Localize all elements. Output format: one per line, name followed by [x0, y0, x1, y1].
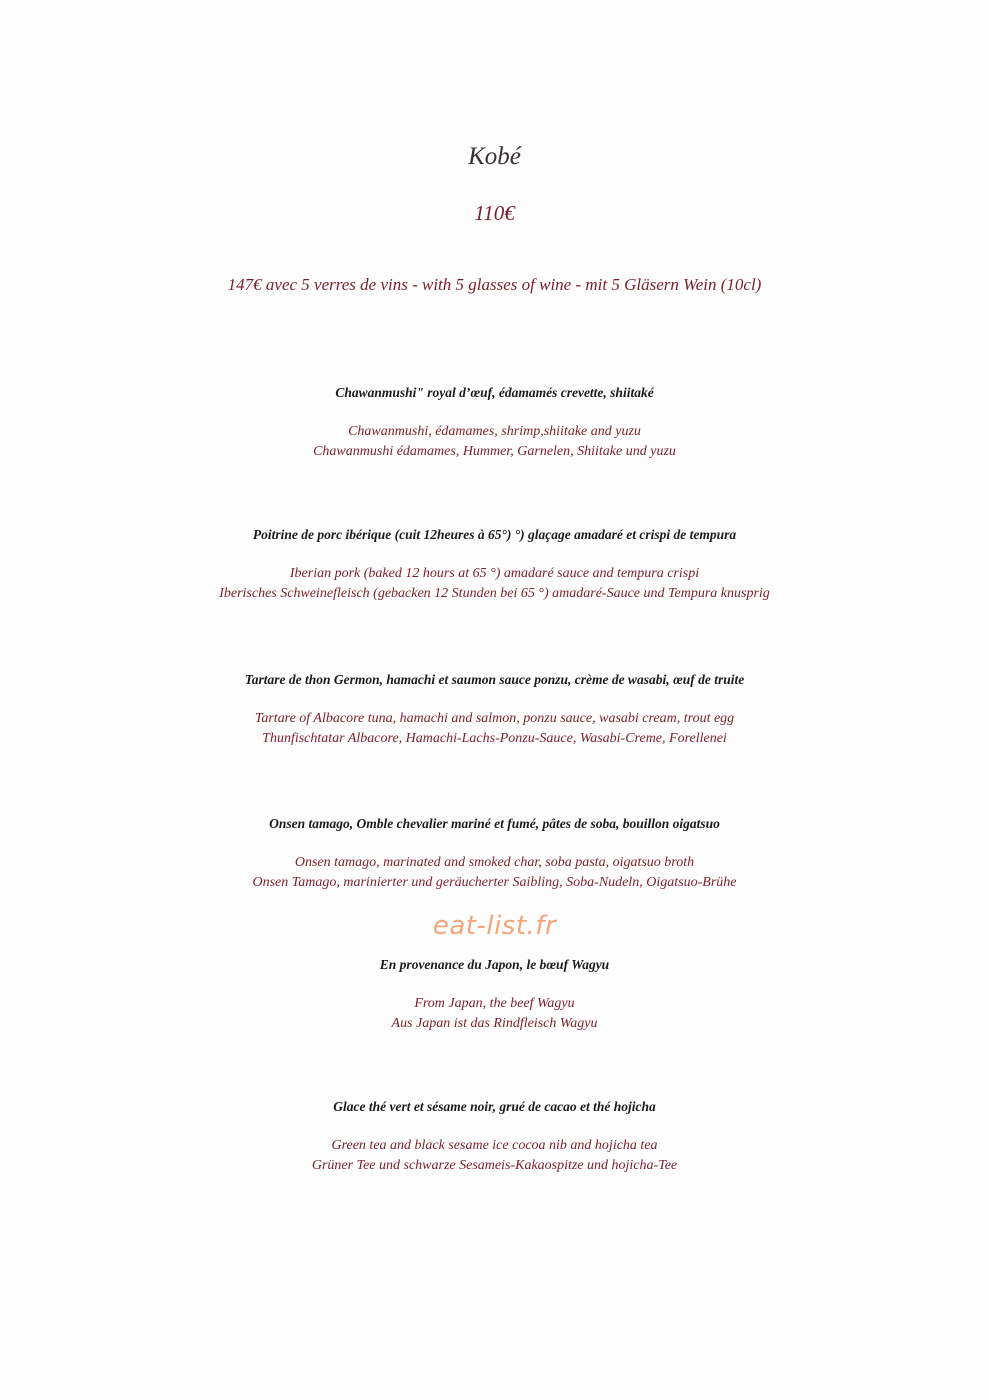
course-desc-en: From Japan, the beef Wagyu: [414, 996, 575, 1011]
course-item: [0, 383, 989, 462]
course-desc-de: Chawanmushi édamames, Hummer, Garnelen, Shiitake und yuzu: [313, 444, 676, 459]
course-desc-de: Grüner Tee und schwarze Sesameis-Kakaospitze und hojicha-Tee: [311, 1158, 678, 1173]
course-desc-de: Onsen Tamago, marinierter und geräucherter Saibling, Soba-Nudeln, Oigatsuo-Brühe: [252, 875, 737, 890]
course-desc-en: Green tea and black sesame ice cocoa nib and hojicha tea: [331, 1138, 658, 1153]
course-item: [0, 670, 989, 749]
menu-title: Kobé: [468, 143, 521, 170]
course-item: [0, 955, 989, 1034]
course-desc-de: Aus Japan ist das Rindfleisch Wagyu: [391, 1016, 598, 1031]
course-desc-de: Iberisches Schweinefleisch (gebacken 12 Stunden bei 65 °) amadaré-Sauce und Tempura knusprig: [219, 586, 770, 601]
course-title-fr: Onsen tamago, Omble chevalier mariné et fumé, pâtes de soba, bouillon oigatsuo: [269, 816, 720, 831]
watermark-text: eat-list.fr: [432, 911, 557, 941]
course-desc-en: Onsen tamago, marinated and smoked char, soba pasta, oigatsuo broth: [294, 855, 695, 870]
course-item: [0, 1097, 989, 1176]
course-title-fr: Tartare de thon Germon, hamachi et saumon sauce ponzu, crème de wasabi, œuf de truite: [244, 672, 745, 687]
course-item: [0, 814, 989, 893]
course-desc-en: Iberian pork (baked 12 hours at 65 °) amadaré sauce and tempura crispi: [289, 566, 700, 581]
course-item: [0, 525, 989, 604]
course-desc-en: Chawanmushi, édamames, shrimp,shiitake and yuzu: [348, 424, 641, 439]
course-title-fr: Poitrine de porc ibérique (cuit 12heures à 65°) °) glaçage amadaré et crispi de tempura: [252, 527, 737, 542]
menu-price: 110€: [474, 201, 515, 225]
course-title-fr: En provenance du Japon, le bœuf Wagyu: [379, 957, 610, 972]
course-title-fr: Glace thé vert et sésame noir, grué de cacao et thé hojicha: [333, 1099, 656, 1114]
wine-pairing-text: 147€ avec 5 verres de vins - with 5 glasses of wine - mit 5 Gläsern Wein (10cl): [227, 275, 762, 294]
course-desc-de: Thunfischtatar Albacore, Hamachi-Lachs-Ponzu-Sauce, Wasabi-Creme, Forellenei: [262, 731, 727, 746]
course-desc-en: Tartare of Albacore tuna, hamachi and salmon, ponzu sauce, wasabi cream, trout egg: [254, 711, 735, 726]
course-title-fr: Chawanmushi" royal d’œuf, édamamés crevette, shiitaké: [335, 385, 654, 400]
